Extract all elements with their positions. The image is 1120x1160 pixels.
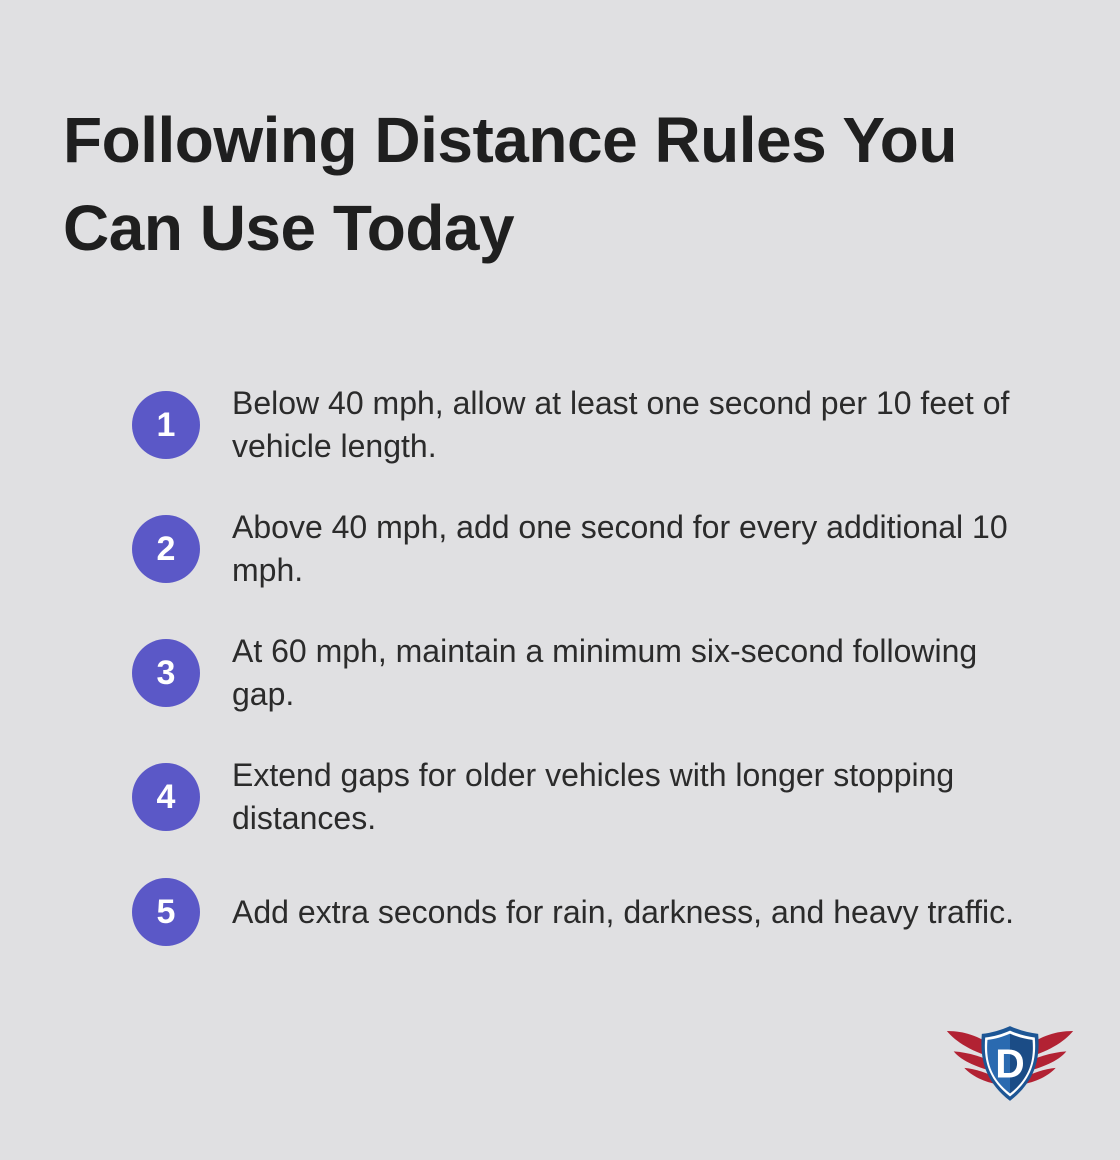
item-number: 2 <box>156 529 176 568</box>
list-item <box>132 754 1052 840</box>
item-number: 5 <box>156 892 176 931</box>
item-text: Extend gaps for older vehicles with longer stopping distances. <box>232 757 955 836</box>
item-number-badge <box>132 515 200 583</box>
rules-list <box>132 382 1052 984</box>
item-text: Add extra seconds for rain, darkness, and heavy traffic. <box>232 893 1015 930</box>
list-item <box>132 382 1052 468</box>
item-number: 1 <box>156 405 176 444</box>
list-item <box>132 630 1052 716</box>
item-number-badge <box>132 391 200 459</box>
item-number: 4 <box>156 777 176 816</box>
item-text: Above 40 mph, add one second for every additional 10 mph. <box>232 509 1008 588</box>
list-item <box>132 878 1052 946</box>
item-text: At 60 mph, maintain a minimum six-second following gap. <box>232 633 978 712</box>
page-title: Following Distance Rules You Can Use Today <box>63 104 957 264</box>
item-number: 3 <box>156 653 176 692</box>
item-number-badge <box>132 878 200 946</box>
logo-letter: D <box>995 1040 1025 1087</box>
shield-wings-icon <box>942 1022 1078 1104</box>
item-number-badge <box>132 639 200 707</box>
d-shield-logo <box>942 1022 1078 1104</box>
list-item <box>132 506 1052 592</box>
item-text: Below 40 mph, allow at least one second per 10 feet of vehicle length. <box>232 385 1010 464</box>
shield-icon <box>981 1026 1038 1101</box>
item-number-badge <box>132 763 200 831</box>
